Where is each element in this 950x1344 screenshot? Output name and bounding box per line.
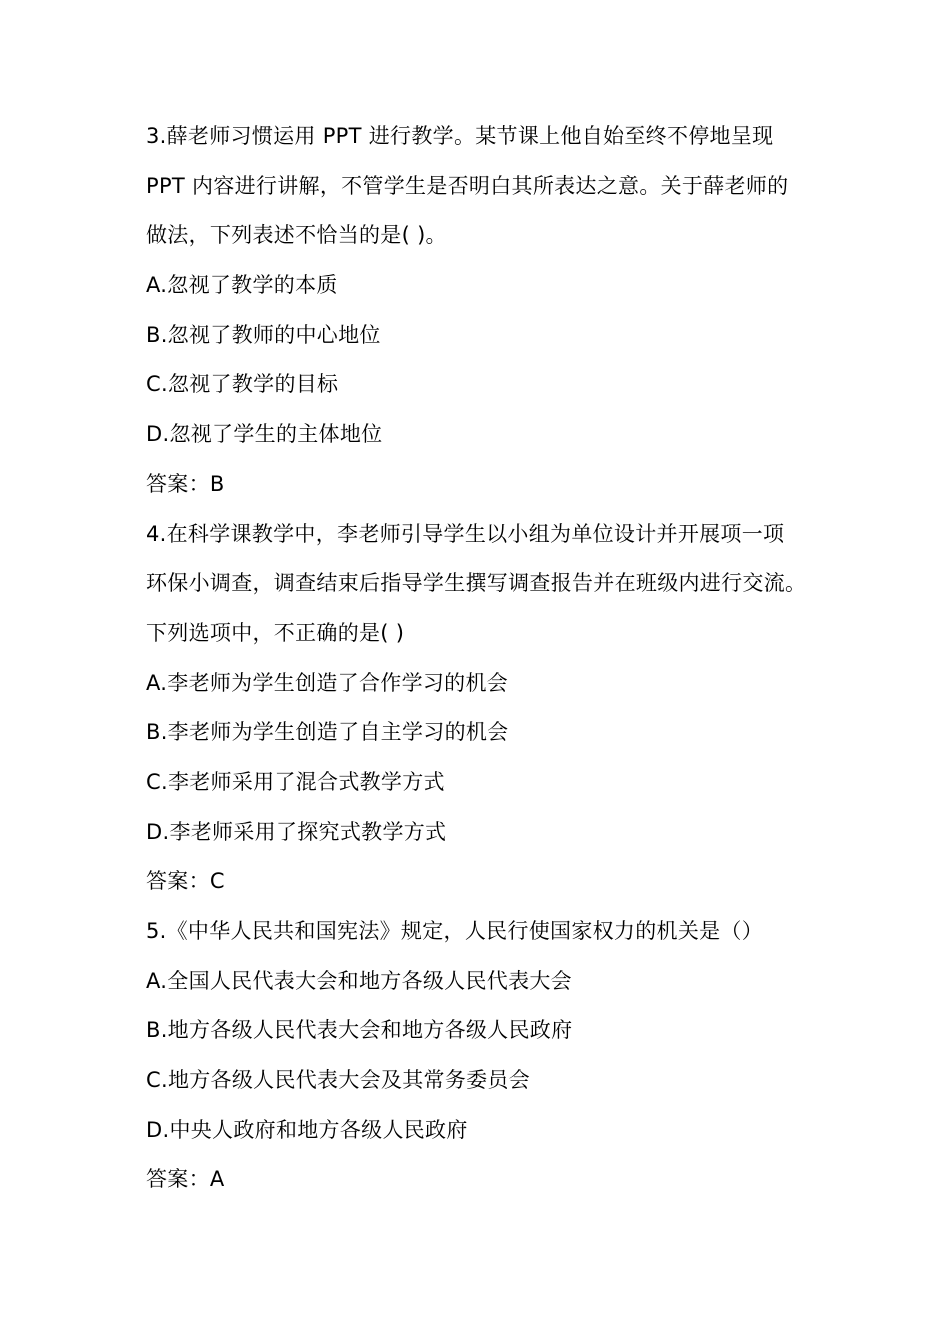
- option-c: C.地方各级人民代表大会及其常务委员会: [146, 1068, 531, 1093]
- option-c: C.李老师采用了混合式教学方式: [146, 769, 445, 794]
- question-stem-line: 5.《中华人民共和国宪法》规定，人民行使国家权力的机关是（）: [146, 919, 764, 943]
- answer: 答案：A: [146, 1167, 225, 1192]
- answer: 答案：B: [146, 471, 225, 496]
- answer: 答案：C: [146, 869, 225, 894]
- option-d: D.中央人政府和地方各级人民政府: [146, 1117, 468, 1142]
- question-stem-line: 4.在科学课教学中，李老师引导学生以小组为单位设计并开展项一项: [146, 521, 785, 546]
- option-a: A.忽视了教学的本质: [146, 273, 338, 298]
- option-d: D.忽视了学生的主体地位: [146, 422, 383, 447]
- option-b: B.忽视了教师的中心地位: [146, 322, 381, 347]
- question-stem-line: 下列选项中，不正确的是( ): [146, 620, 405, 645]
- question-4: [146, 510, 826, 908]
- document-page: [146, 112, 826, 1205]
- option-a: A.全国人民代表大会和地方各级人民代表大会: [146, 968, 572, 993]
- option-b: B.李老师为学生创造了自主学习的机会: [146, 720, 509, 745]
- option-a: A.李老师为学生创造了合作学习的机会: [146, 670, 509, 695]
- question-stem-line: PPT 内容进行讲解，不管学生是否明白其所表达之意。关于薛老师的: [146, 173, 789, 198]
- option-b: B.地方各级人民代表大会和地方各级人民政府: [146, 1018, 573, 1043]
- option-d: D.李老师采用了探究式教学方式: [146, 819, 447, 844]
- question-stem-line: 3.薛老师习惯运用 PPT 进行教学。某节课上他自始至终不停地呈现: [146, 124, 774, 148]
- question-3: [146, 112, 826, 510]
- option-c: C.忽视了教学的目标: [146, 372, 339, 397]
- question-stem-line: 做法，下列表述不恰当的是( )。: [146, 223, 447, 248]
- question-5: [146, 907, 826, 1205]
- question-stem-line: 环保小调查，调查结束后指导学生撰写调查报告并在班级内进行交流。: [146, 571, 807, 596]
